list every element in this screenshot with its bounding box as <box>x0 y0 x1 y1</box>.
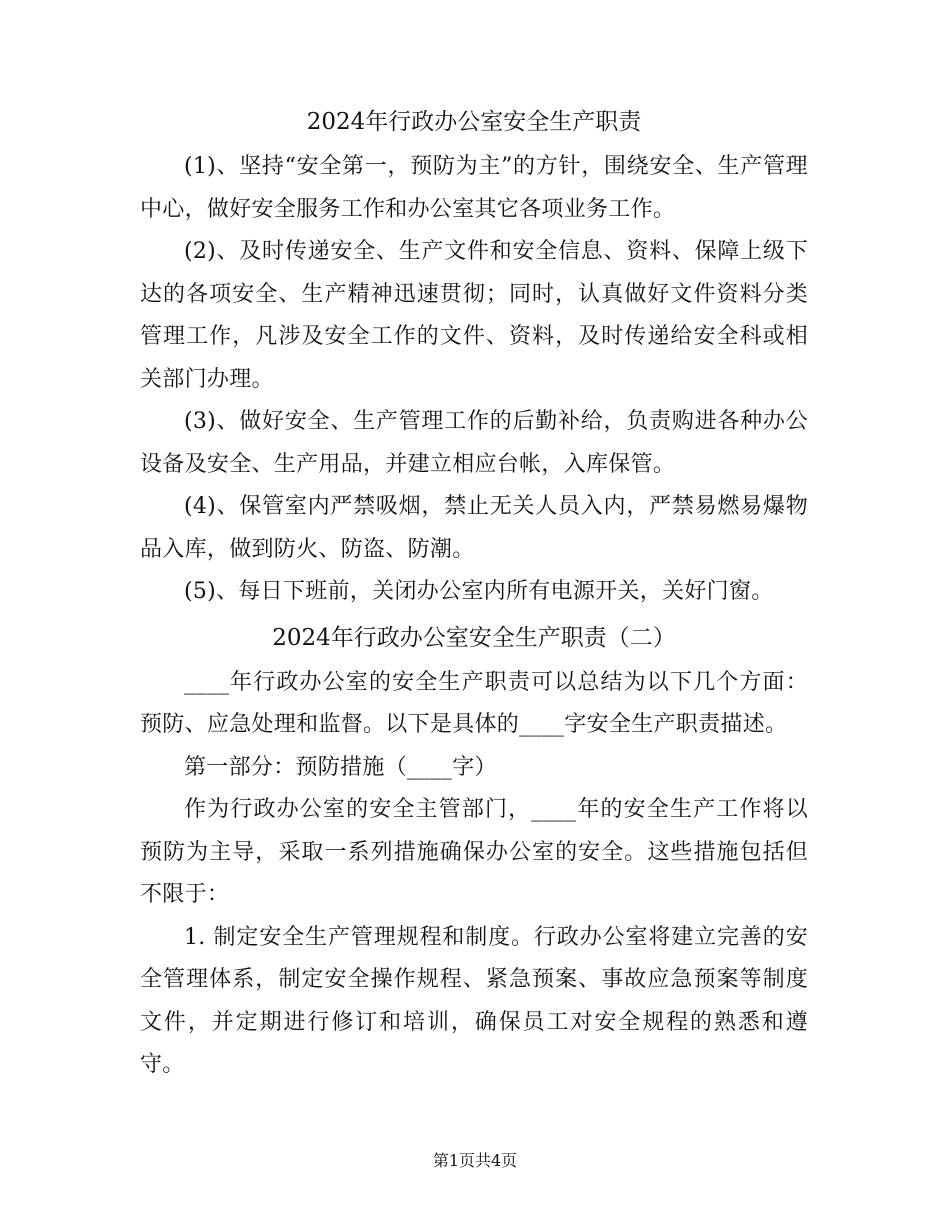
paragraph-1-4: (4)、保管室内严禁吸烟，禁止无关人员入内，严禁易燃易爆物品入库，做到防火、防盗、防潮。 <box>140 494 808 562</box>
section-2-title: 2024年行政办公室安全生产职责（二） <box>272 624 676 651</box>
paragraph-2-1: ____年行政办公室的安全生产职责可以总结为以下几个方面：预防、应急处理和监督。以下是具体的____字安全生产职责描述。 <box>140 669 808 737</box>
paragraph-1-5: (5)、每日下班前，关闭办公室内所有电源开关，关好门窗。 <box>184 579 774 604</box>
paragraph-1-1: (1)、坚持“安全第一，预防为主”的方针，围绕安全、生产管理中心，做好安全服务工作和办公室其它各项业务工作。 <box>140 154 808 222</box>
paragraph-1-2: (2)、及时传递安全、生产文件和安全信息、资料、保障上级下达的各项安全、生产精神迅速贯彻；同时，认真做好文件资料分类管理工作，凡涉及安全工作的文件、资料，及时传递给安全科或相关部门办理。 <box>140 239 808 392</box>
paragraph-2-2: 第一部分：预防措施（____字） <box>184 754 497 780</box>
paragraph-2-4: 1. 制定安全生产管理规程和制度。行政办公室将建立完善的安全管理体系，制定安全操作规程、紧急预案、事故应急预案等制度文件，并定期进行修订和培训，确保员工对安全规程的熟悉和遵守。 <box>140 924 808 1077</box>
document-body <box>140 98 808 1087</box>
paragraph-1-3: (3)、做好安全、生产管理工作的后勤补给，负责购进各种办公设备及安全、生产用品，并建立相应台帐，入库保管。 <box>140 409 808 477</box>
paragraph-2-3: 作为行政办公室的安全主管部门，____年的安全生产工作将以预防为主导，采取一系列措施确保办公室的安全。这些措施包括但不限于： <box>140 797 808 907</box>
document-title: 2024年行政办公室安全生产职责 <box>306 109 642 135</box>
page-indicator: 第1页共4页 <box>432 1151 518 1170</box>
